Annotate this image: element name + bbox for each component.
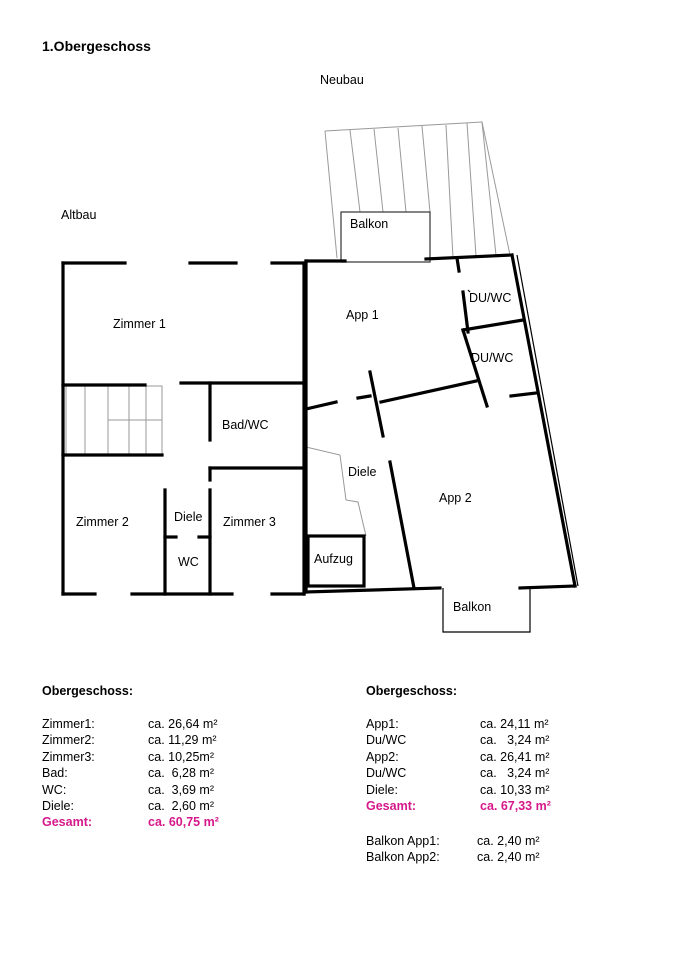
area-row (366, 765, 566, 781)
left-table-heading: Obergeschoss: (42, 684, 134, 698)
label-aufzug: Aufzug (314, 552, 353, 566)
area-label: Zimmer2: (42, 733, 95, 748)
area-value: ca. 2,40 m² (477, 850, 540, 865)
diele-right-outline (306, 447, 366, 536)
area-row (366, 749, 566, 765)
label-app2: App 2 (439, 491, 472, 505)
area-label: Du/WC (366, 733, 407, 748)
area-value: ca. 2,40 m² (477, 834, 540, 848)
area-label: WC: (42, 782, 67, 797)
area-row (366, 833, 566, 849)
area-row (42, 749, 242, 765)
label-zimmer3: Zimmer 3 (223, 515, 276, 529)
area-label: Du/WC (366, 766, 407, 781)
area-label: App2: (366, 749, 399, 764)
area-row (366, 732, 566, 748)
area-label: Diele: (366, 782, 398, 797)
area-row (42, 782, 242, 798)
label-du-wc-1: DU/WC (469, 291, 512, 305)
label-balkon-top: Balkon (350, 217, 389, 231)
area-label: App1: (366, 717, 399, 731)
label-du-wc-2: DU/WC (471, 351, 514, 365)
label-zimmer2: Zimmer 2 (76, 515, 129, 529)
area-row (42, 798, 242, 814)
area-value: ca. 3,24 m² (480, 766, 550, 781)
area-label: Zimmer1: (42, 717, 95, 731)
area-row (42, 765, 242, 781)
area-label: Diele: (42, 799, 74, 813)
page-title: 1.Obergeschoss (42, 38, 151, 54)
label-bad-wc: Bad/WC (222, 418, 269, 432)
area-value: ca. 67,33 m² (480, 799, 551, 813)
area-total-row (42, 814, 242, 830)
area-label: Balkon App1: (366, 834, 440, 848)
label-altbau: Altbau (61, 208, 97, 222)
area-value: ca. 3,24 m² (480, 733, 550, 748)
area-label: Bad: (42, 766, 68, 781)
area-value: ca. 60,75 m² (148, 815, 219, 830)
right-table-heading: Obergeschoss: (366, 684, 458, 698)
label-app1: App 1 (346, 308, 379, 322)
label-wc: WC (178, 555, 199, 569)
area-label: Gesamt: (366, 799, 417, 813)
label-diele-left: Diele (174, 510, 203, 524)
area-label: Gesamt: (42, 815, 93, 830)
walls-thick (63, 255, 575, 594)
area-value: ca. 11,29 m² (148, 733, 217, 748)
label-neubau: Neubau (320, 73, 364, 87)
area-row (366, 782, 566, 798)
label-balkon-bottom: Balkon (453, 600, 492, 614)
area-value: ca. 10,33 m² (480, 782, 550, 797)
walls-thin (443, 255, 578, 632)
label-zimmer1: Zimmer 1 (113, 317, 166, 331)
area-value: ca. 24,11 m² (480, 717, 549, 731)
area-label: Zimmer3: (42, 749, 95, 764)
area-row (42, 716, 242, 732)
area-value: ca. 3,69 m² (148, 782, 214, 797)
area-value: ca. 6,28 m² (148, 766, 214, 781)
area-value: ca. 26,64 m² (148, 717, 218, 731)
staircase (66, 386, 162, 454)
area-total-row (366, 798, 566, 814)
area-row (366, 849, 566, 865)
area-row (366, 716, 566, 732)
area-value: ca. 26,41 m² (480, 749, 550, 764)
area-label: Balkon App2: (366, 850, 440, 865)
area-value: ca. 10,25m² (148, 749, 215, 764)
area-value: ca. 2,60 m² (148, 799, 214, 813)
label-diele-right: Diele (348, 465, 377, 479)
area-row (42, 732, 242, 748)
